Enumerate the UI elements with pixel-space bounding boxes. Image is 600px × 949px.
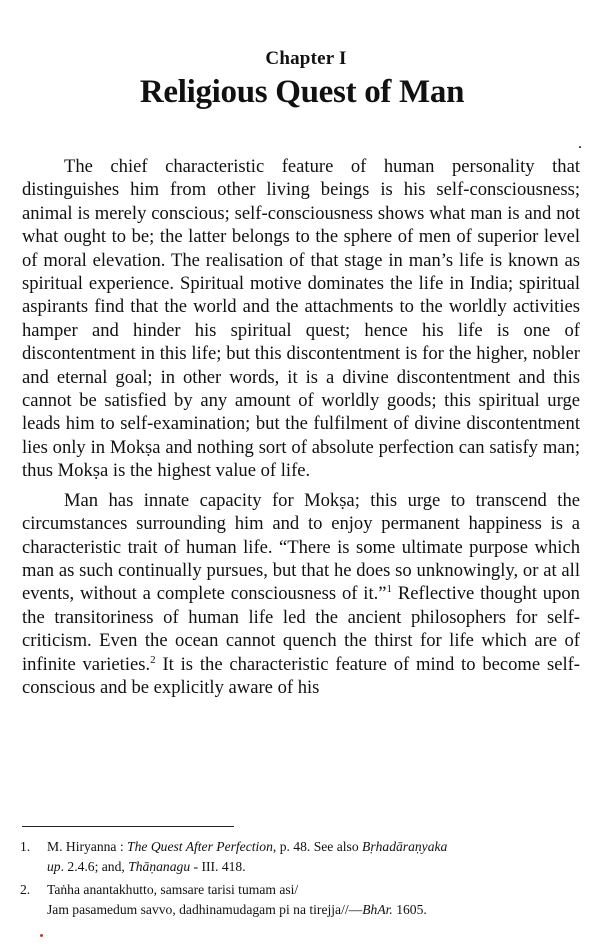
footnote-1-line-1: [47, 837, 590, 857]
footnote-2-line2-b: 1605.: [392, 902, 427, 917]
footnote-1-author: M. Hiryanna :: [47, 839, 128, 854]
footnote-1-line-2: [47, 857, 590, 877]
paragraph-2-text-a: Man has innate capacity for Mokṣa; this urge to transcend the circumstances surrounding him and to enjoy permanent happiness is a characteristic trait of human life. “There is some ultimate purpose which man as such continually pursues, but that he does so unknowingly, or at all events, without a complete consciousness of it.”: [22, 489, 580, 605]
footnote-2-line-1: Taṅha anantakhutto, samsare tarisi tumam asi/: [47, 882, 299, 897]
footnote-1-line2-b: . 2.4.6; and,: [60, 859, 129, 874]
footnote-2-line2-a: Jam pasamedum savvo, dadhinamudagam pi na tirejja//—: [47, 902, 363, 917]
body-text: [22, 155, 580, 699]
chapter-label: Chapter I: [265, 48, 347, 69]
footnote-2: [20, 880, 590, 920]
footnote-1-up: up: [47, 859, 61, 874]
footnote-2-line-2: [47, 900, 590, 920]
paragraph-1: [22, 155, 580, 483]
footnote-marker-1: 1: [386, 583, 393, 596]
footnote-1-line2-c: - III. 418.: [190, 859, 246, 874]
footnote-1-book: The Quest After Perfection: [127, 839, 273, 854]
paragraph-2-text-c: It is the characteristic feature of mind to become self-conscious and be explicitly aware of his: [22, 653, 580, 698]
footnote-2-number: 2.: [20, 882, 31, 897]
stray-mark: ·: [578, 140, 583, 154]
paragraph-2: [22, 489, 580, 700]
footnote-1-ref2: Thāṇanagu: [128, 859, 191, 874]
footnote-1-number: 1.: [20, 839, 31, 854]
footnote-marker-2: 2: [150, 653, 156, 666]
footnote-1-mid: , p. 48. See also: [272, 839, 363, 854]
footnote-rule: [22, 826, 234, 827]
chapter-title: Religious Quest of Man: [139, 74, 465, 110]
paragraph-1-text: The chief characteristic feature of human personality that distinguishes him from other living beings is his self-consciousness; animal is merely conscious; self-consciousness shows what man is and not what ought to be; the latter belongs to the sphere of men of superior level of moral elevation. The realisation of that stage in man’s life is known as spiritual experience. Spiritual motive dominates the life in India; spiritual aspirants find that the world and the attachments to the worldly activities hamper and hinder his spiritual quest; hence his life is one of discontentment in this life; but this discontentment is for the higher, nobler and eternal goal; in other words, it is a divine discontentment and this cannot be satisfied by any amount of worldly goods; this spiritual urge leads him to self-examination; but the fulfilment of divine discontentment lies only in Mokṣa and nothing sort of absolute perfection can satisfy man; thus Mokṣa is the highest value of life.: [22, 156, 580, 482]
footnotes: [20, 837, 590, 920]
footnote-2-ref: BhAr.: [362, 902, 393, 917]
footnote-1-ref1: Bṛhadāraṇyaka: [362, 839, 448, 854]
paragraph-2-text-b: Reflective thought upon the transitoriness of human life led the ancient philosophers for self-criticism. Even the ocean cannot quench the thirst for life which are of infinite varieties.: [22, 583, 580, 675]
footnote-1: [20, 837, 590, 877]
ink-speck: [40, 934, 43, 937]
